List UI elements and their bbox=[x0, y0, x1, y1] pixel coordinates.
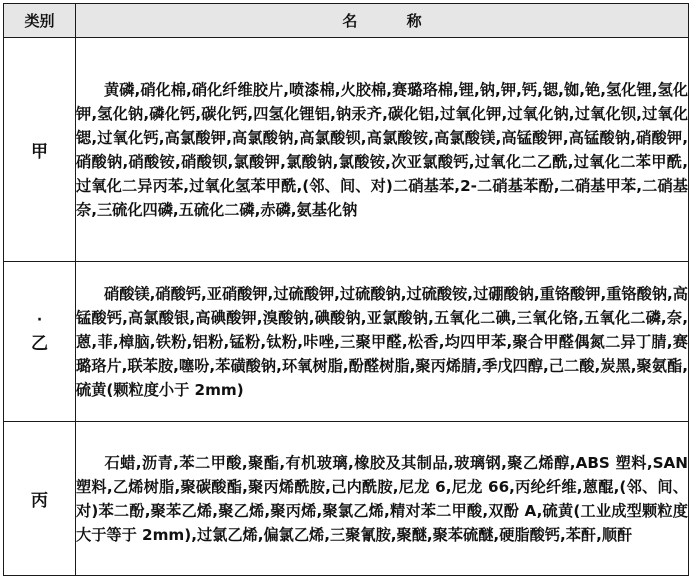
names-text: 石蜡,沥青,苯二甲酸,聚酯,有机玻璃,橡胶及其制品,玻璃钢,聚乙烯醇,ABS 塑料,SAN 塑料,乙烯树脂,聚碳酸酯,聚丙烯酰胺,己内酰胺,尼龙 6,尼龙 66,丙纶纤维,蒽醌,(邻、间、对)苯二酚,聚苯乙烯,聚乙烯,聚丙烯,聚氯乙烯,精对苯二甲酸,双酚 A,硫黄(工业成型颗粒度大于等于 2mm),过氯乙烯,偏氯乙烯,三聚氰胺,聚醚,聚苯硫醚,硬脂酸钙,苯酐,顺酐 bbox=[76, 453, 688, 544]
category-cell bbox=[4, 262, 76, 422]
header-name: 名 称 bbox=[76, 4, 689, 38]
names-cell bbox=[76, 422, 689, 576]
category-cell: 丙 bbox=[4, 422, 76, 576]
table-row-yi bbox=[4, 262, 689, 422]
table-row-jia bbox=[4, 38, 689, 262]
names-cell bbox=[76, 262, 689, 422]
names-text: 黄磷,硝化棉,硝化纤维胶片,喷漆棉,火胶棉,赛璐珞棉,锂,钠,钾,钙,锶,铷,铯,氢化锂,氢化钾,氢化钠,磷化钙,碳化钙,四氢化锂铝,钠汞齐,碳化铝,过氧化钾,过氧化钠,过氧化钡,过氧化锶,过氧化钙,高氯酸钾,高氯酸钠,高氯酸钡,高氯酸铵,高氯酸镁,高锰酸钾,高锰酸钠,硝酸钾,硝酸钠,硝酸铵,硝酸钡,氯酸钾,氯酸钠,氯酸铵,次亚氯酸钙,过氧化二乙酰,过氧化二苯甲酰,过氧化二异丙苯,过氧化氢苯甲酰,(邻、间、对)二硝基苯,2-二硝基苯酚,二硝基甲苯,二硝基奈,三硫化四磷,五硫化二磷,赤磷,氨基化钠 bbox=[76, 80, 688, 219]
header-row bbox=[4, 4, 689, 38]
names-text: 硝酸镁,硝酸钙,亚硝酸钾,过硫酸钾,过硫酸钠,过硫酸铵,过硼酸钠,重铬酸钾,重铬酸钠,高锰酸钙,高氯酸银,高碘酸钾,溴酸钠,碘酸钠,亚氯酸钠,五氧化二碘,三氧化铬,五氧化二磷,奈,蒽,菲,樟脑,铁粉,铝粉,锰粉,钛粉,咔唑,三聚甲醛,松香,均四甲苯,聚合甲醛偶氮二异丁腈,赛璐珞片,联苯胺,噻吩,苯磺酸钠,环氧树脂,酚醛树脂,聚丙烯腈,季戊四醇,己二酸,炭黑,聚氨酯,硫黄(颗粒度小于 2mm) bbox=[76, 284, 688, 399]
hazard-classification-table bbox=[3, 3, 689, 576]
header-category: 类别 bbox=[4, 4, 76, 38]
category-label: 乙 bbox=[31, 334, 48, 354]
dot-mark: · bbox=[36, 312, 43, 328]
table-row-bing bbox=[4, 422, 689, 576]
category-cell: 甲 bbox=[4, 38, 76, 262]
names-cell bbox=[76, 38, 689, 262]
